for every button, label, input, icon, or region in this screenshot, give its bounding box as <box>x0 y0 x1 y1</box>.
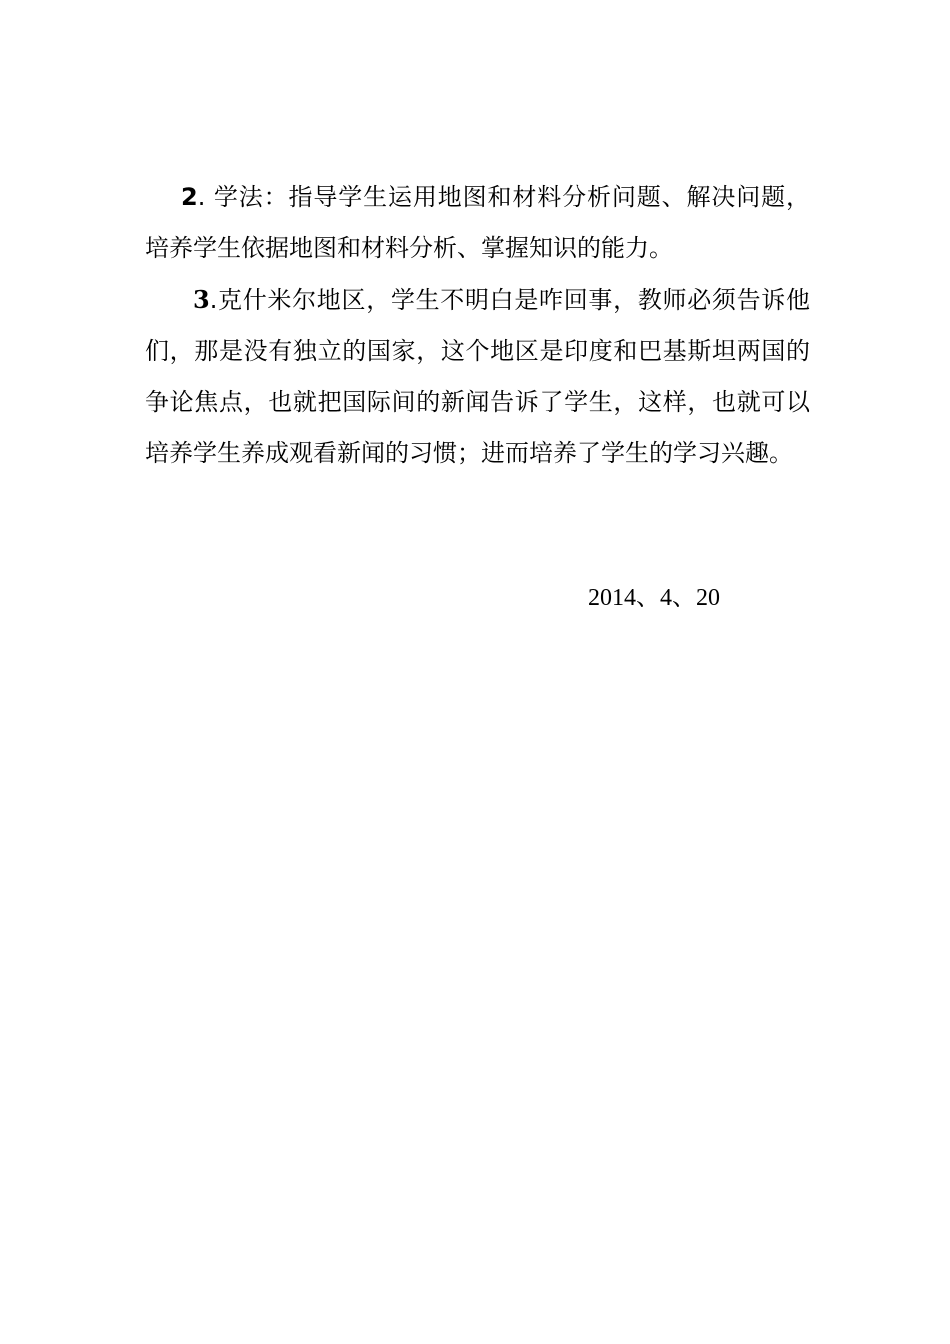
paragraph-number: 2 <box>181 183 198 211</box>
paragraph-kashmir <box>145 274 810 479</box>
document-date: 2014、4、20 <box>588 585 720 611</box>
paragraph-number: 3 <box>193 285 210 314</box>
paragraph-text: .克什米尔地区，学生不明白是咋回事，教师必须告诉他们，那是没有独立的国家，这个地区是印度和巴基斯坦两国的争论焦点，也就把国际间的新闻告诉了学生，这样，也就可以培养学生养成观看新闻的习惯；进而培养了学生的学习兴趣。 <box>145 286 810 467</box>
paragraph-study-method <box>145 172 810 274</box>
paragraph-text: . 学法：指导学生运用地图和材料分析问题、解决问题，培养学生依据地图和材料分析、掌握知识的能力。 <box>145 183 810 262</box>
